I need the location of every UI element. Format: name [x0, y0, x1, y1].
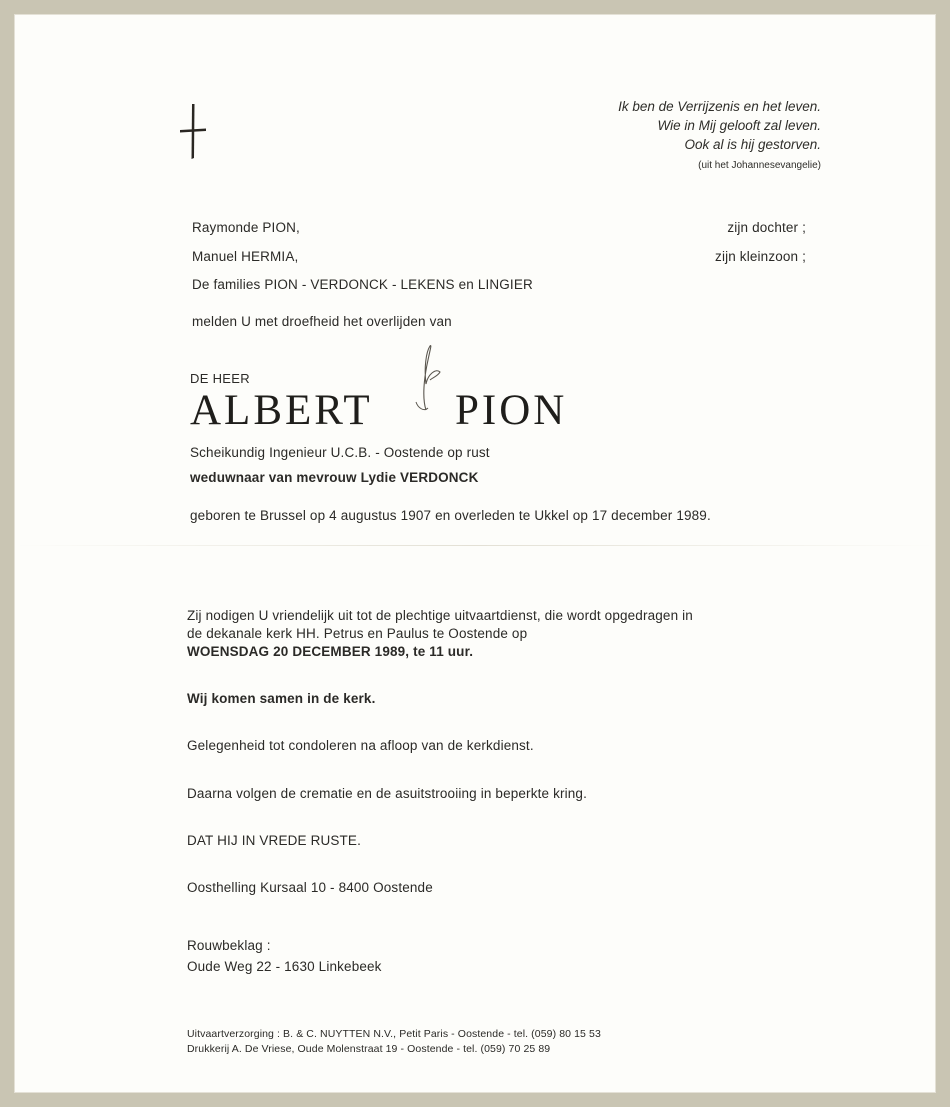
rouwbeklag-address: Oude Weg 22 - 1630 Linkebeek: [187, 959, 382, 974]
fold-line: [14, 545, 936, 546]
quote-line: Ook al is hij gestorven.: [684, 137, 821, 152]
scripture-quote: [618, 97, 821, 175]
deceased-prefix: DE HEER: [190, 371, 250, 386]
service-invitation: Zij nodigen U vriendelijk uit tot de plechtige uitvaartdienst, die wordt opgedragen in: [187, 608, 693, 623]
deceased-life-dates: geboren te Brussel op 4 augustus 1907 en overleden te Ukkel op 17 december 1989.: [190, 508, 711, 523]
mourner-name: Manuel HERMIA,: [192, 249, 299, 264]
footer-undertaker: Uitvaartverzorging : B. & C. NUYTTEN N.V., Petit Paris - Oostende - tel. (059) 80 15 53: [187, 1028, 601, 1040]
footer-printer: Drukkerij A. De Vriese, Oude Molenstraat 19 - Oostende - tel. (059) 70 25 89: [187, 1043, 551, 1055]
mourner-relation: zijn kleinzoon ;: [715, 249, 806, 264]
mourner-relation: zijn dochter ;: [727, 220, 806, 235]
condolence-note: Gelegenheid tot condoleren na afloop van de kerkdienst.: [187, 738, 534, 753]
gather-note: Wij komen samen in de kerk.: [187, 691, 376, 706]
family-address: Oosthelling Kursaal 10 - 8400 Oostende: [187, 880, 433, 895]
quote-source: (uit het Johannesevangelie): [698, 160, 821, 171]
mourner-name: Raymonde PION,: [192, 220, 300, 235]
death-notice-card: [14, 14, 936, 1093]
rouwbeklag-label: Rouwbeklag :: [187, 938, 271, 953]
rest-in-peace: DAT HIJ IN VREDE RUSTE.: [187, 833, 361, 848]
handwritten-initials: [402, 338, 452, 418]
deceased-widower: weduwnaar van mevrouw Lydie VERDONCK: [190, 470, 479, 485]
cremation-note: Daarna volgen de crematie en de asuitstrooiing in beperkte kring.: [187, 786, 587, 801]
service-date: WOENSDAG 20 DECEMBER 1989, te 11 uur.: [187, 644, 474, 659]
deceased-profession: Scheikundig Ingenieur U.C.B. - Oostende op rust: [190, 445, 490, 460]
deceased-first-name: ALBERT: [190, 387, 373, 434]
service-location: de dekanale kerk HH. Petrus en Paulus te Oostende op: [187, 626, 528, 641]
quote-line: Wie in Mij gelooft zal leven.: [657, 118, 821, 133]
quote-line: Ik ben de Verrijzenis en het leven.: [618, 99, 821, 114]
families-line: De families PION - VERDONCK - LEKENS en LINGIER: [192, 277, 533, 292]
announcement-line: melden U met droefheid het overlijden van: [192, 314, 452, 329]
deceased-last-name: PION: [455, 387, 568, 434]
cross-icon: [178, 102, 208, 160]
